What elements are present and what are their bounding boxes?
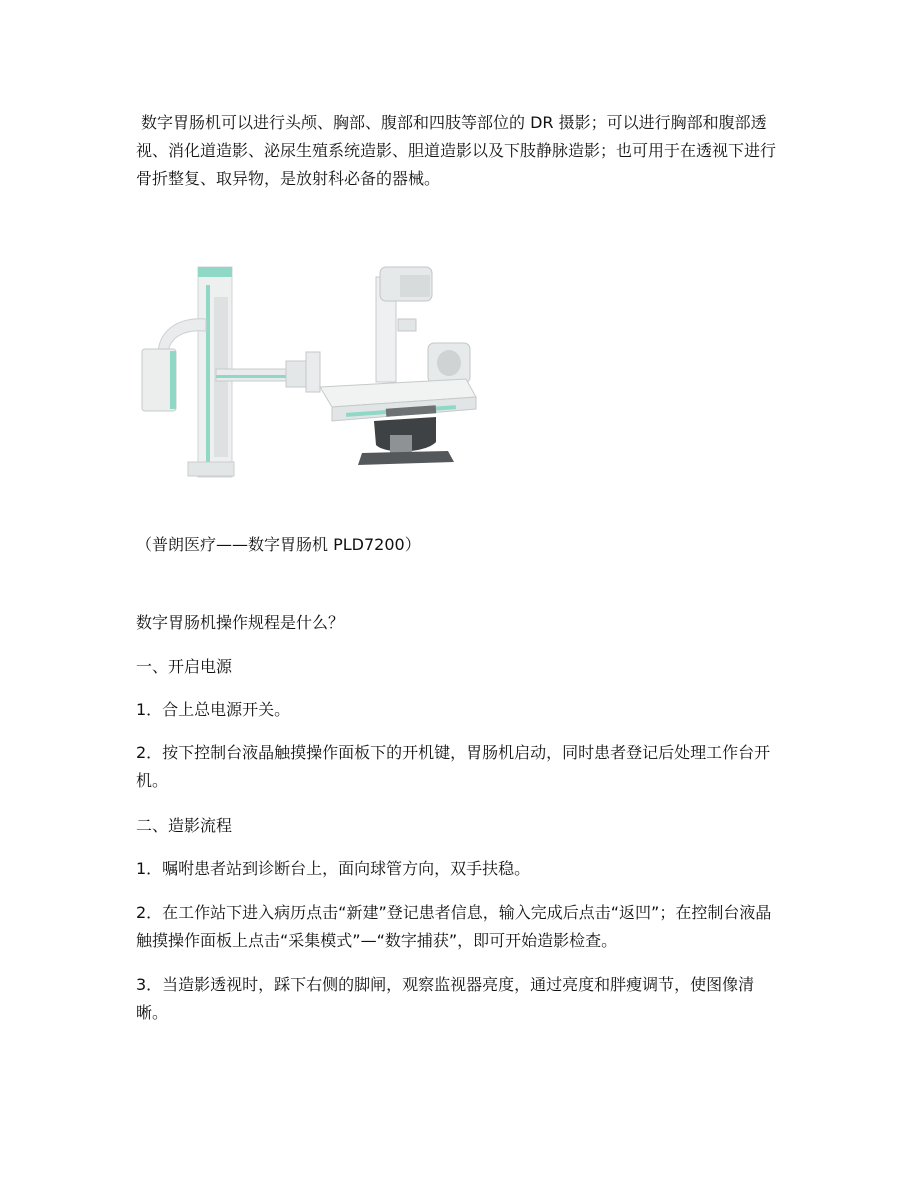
figure-caption: （普朗医疗——数字胃肠机 PLD7200） [136,535,421,554]
floor-base [358,451,454,465]
section2-step-1: 1．嘱咐患者站到诊断台上，面向球管方向，双手扶稳。 [136,859,531,878]
x-ray-machine-illustration-icon [136,257,482,515]
section1-step-2: 2．按下控制台液晶触摸操作面板下的开机键，胃肠机启动，同时患者登记后处理工作台开机。 [136,743,771,790]
collimator [398,319,416,331]
tube-housing [400,275,430,297]
column-base [188,462,234,476]
detector-accent [170,351,176,409]
section1-step-1: 1．合上总电源开关。 [136,700,291,719]
arm-clamp [306,352,320,392]
section2-title: 二、造影流程 [136,816,233,835]
question-heading: 数字胃肠机操作规程是什么？ [136,613,345,632]
intro-paragraph: 数字胃肠机可以进行头颅、胸部、腹部和四肢等部位的 DR 摄影；可以进行胸部和腹部透视、消化道造影、泌尿生殖系统造影、胆道造影以及下肢静脉造影；也可用于在透视下进行骨折整复、取异物，是放射科必备的器械。 [136,113,777,188]
section2-step-2: 2．在工作站下进入病历点击“新建”登记患者信息，输入完成后点击“返凹”；在控制台液晶触摸操作面板上点击“采集模式”—“数字捕获”，即可开始造影检查。 [136,903,772,950]
product-figure [136,257,482,515]
section1-title: 一、开启电源 [136,657,233,676]
column-top-accent [198,267,232,277]
section2-step-3: 3．当造影透视时，踩下右侧的脚闸，观察监视器亮度，通过亮度和胖瘦调节，使图像清晰。 [136,975,755,1022]
imaging-ring [437,350,461,376]
column-accent-strip [206,285,210,465]
